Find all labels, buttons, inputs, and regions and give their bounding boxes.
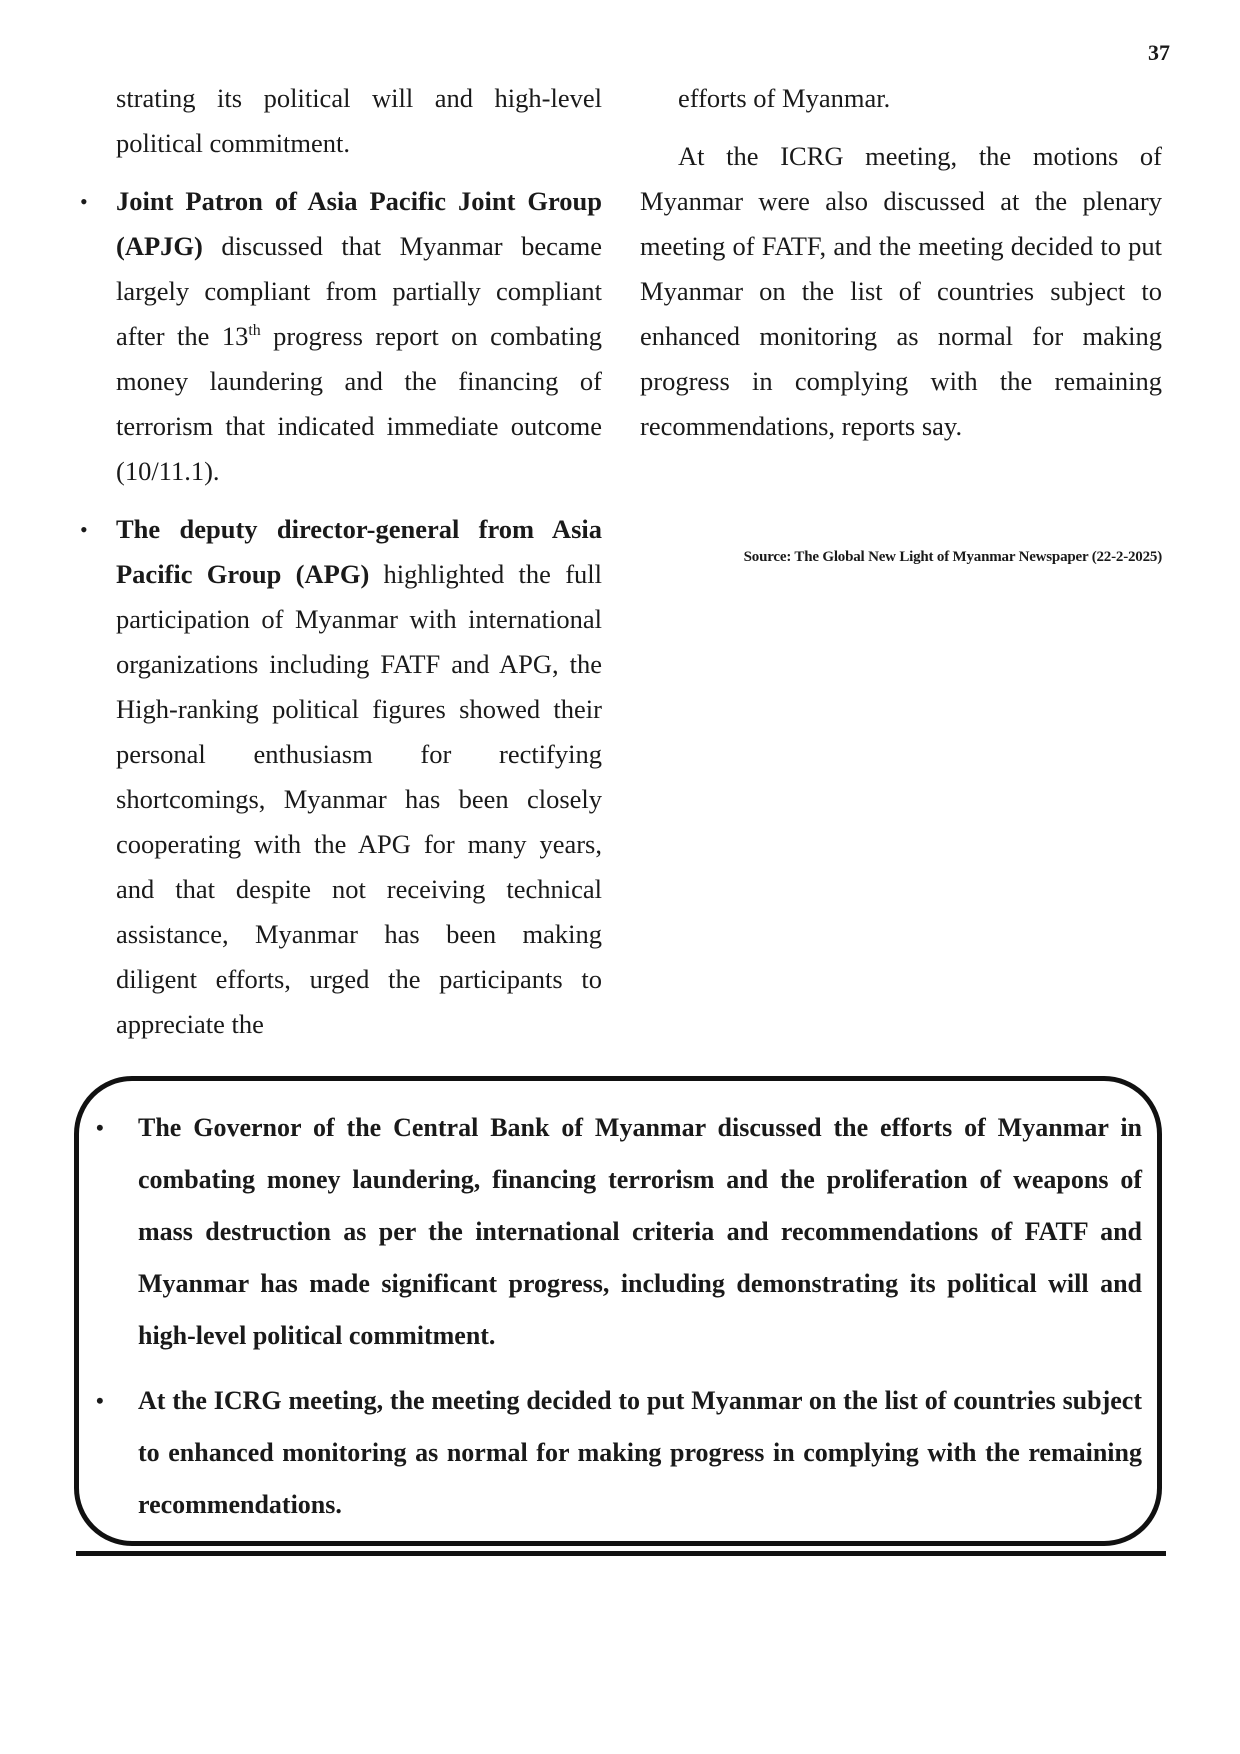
page-number: 37 xyxy=(1148,40,1170,65)
bullet-icon: • xyxy=(80,517,88,542)
paragraph: At the ICRG meeting, the motions of Myanmar were also discussed at the plenary meeting of FATF, and the meeting decided to put Myanmar on the list of countries subject to enhanced monitoring as normal for making progress in complying with the remaining recommendations, reports say. xyxy=(640,141,1162,441)
bullet-body: highlighted the full participation of Myanmar with international organizations including FATF and APG, the High-ranking political figures showed their personal enthusiasm for rectifying shortcomings, Myanmar has been closely cooperating with the APG for many years, and that despite not receiving technical assistance, Myanmar has been making diligent efforts, urged the participants to appreciate the xyxy=(116,559,602,1039)
bullet-body-cont: progress report on combating money laundering and the financing of terrorism that indicated immediate outcome (10/11.1). xyxy=(116,321,602,486)
right-column xyxy=(640,76,1162,449)
bullet-lead: Joint Patron of Asia Pacific Joint Group (APJG) xyxy=(116,186,602,261)
bullet-text xyxy=(116,514,602,1039)
bullet-item-apg xyxy=(80,507,602,1047)
bullet-icon: • xyxy=(96,1115,104,1140)
ordinal-suffix: th xyxy=(248,322,261,340)
source-citation: Source: The Global New Light of Myanmar Newspaper (22-2-2025) xyxy=(743,549,1162,565)
bullet-lead: The deputy director-general from Asia Pacific Group (APG) xyxy=(116,514,602,589)
summary-item xyxy=(96,1375,1142,1531)
summary-list xyxy=(96,1102,1142,1531)
summary-item xyxy=(96,1102,1142,1362)
left-column xyxy=(80,76,602,1047)
continuation-text: strating its political will and high-level political commitment. xyxy=(116,83,602,158)
summary-text: At the ICRG meeting, the meeting decided to put Myanmar on the list of countries subject to enhanced monitoring as normal for making progress in complying with the remaining recommendations. xyxy=(138,1386,1142,1519)
bullet-icon: • xyxy=(96,1388,104,1413)
bullet-text xyxy=(116,186,602,486)
bullet-body: discussed that Myanmar became largely compliant from partially compliant after the 13 xyxy=(116,231,602,351)
summary-text: The Governor of the Central Bank of Myanmar discussed the efforts of Myanmar in combating money laundering, financing terrorism and the proliferation of weapons of mass destruction as per the international criteria and recommendations of FATF and Myanmar has made significant progress, including demonstrating its political will and high-level political commitment. xyxy=(138,1113,1142,1350)
bullet-icon: • xyxy=(80,189,88,214)
bottom-rule xyxy=(76,1551,1166,1556)
paragraph: efforts of Myanmar. xyxy=(678,83,891,113)
bullet-item-apjg xyxy=(80,179,602,494)
